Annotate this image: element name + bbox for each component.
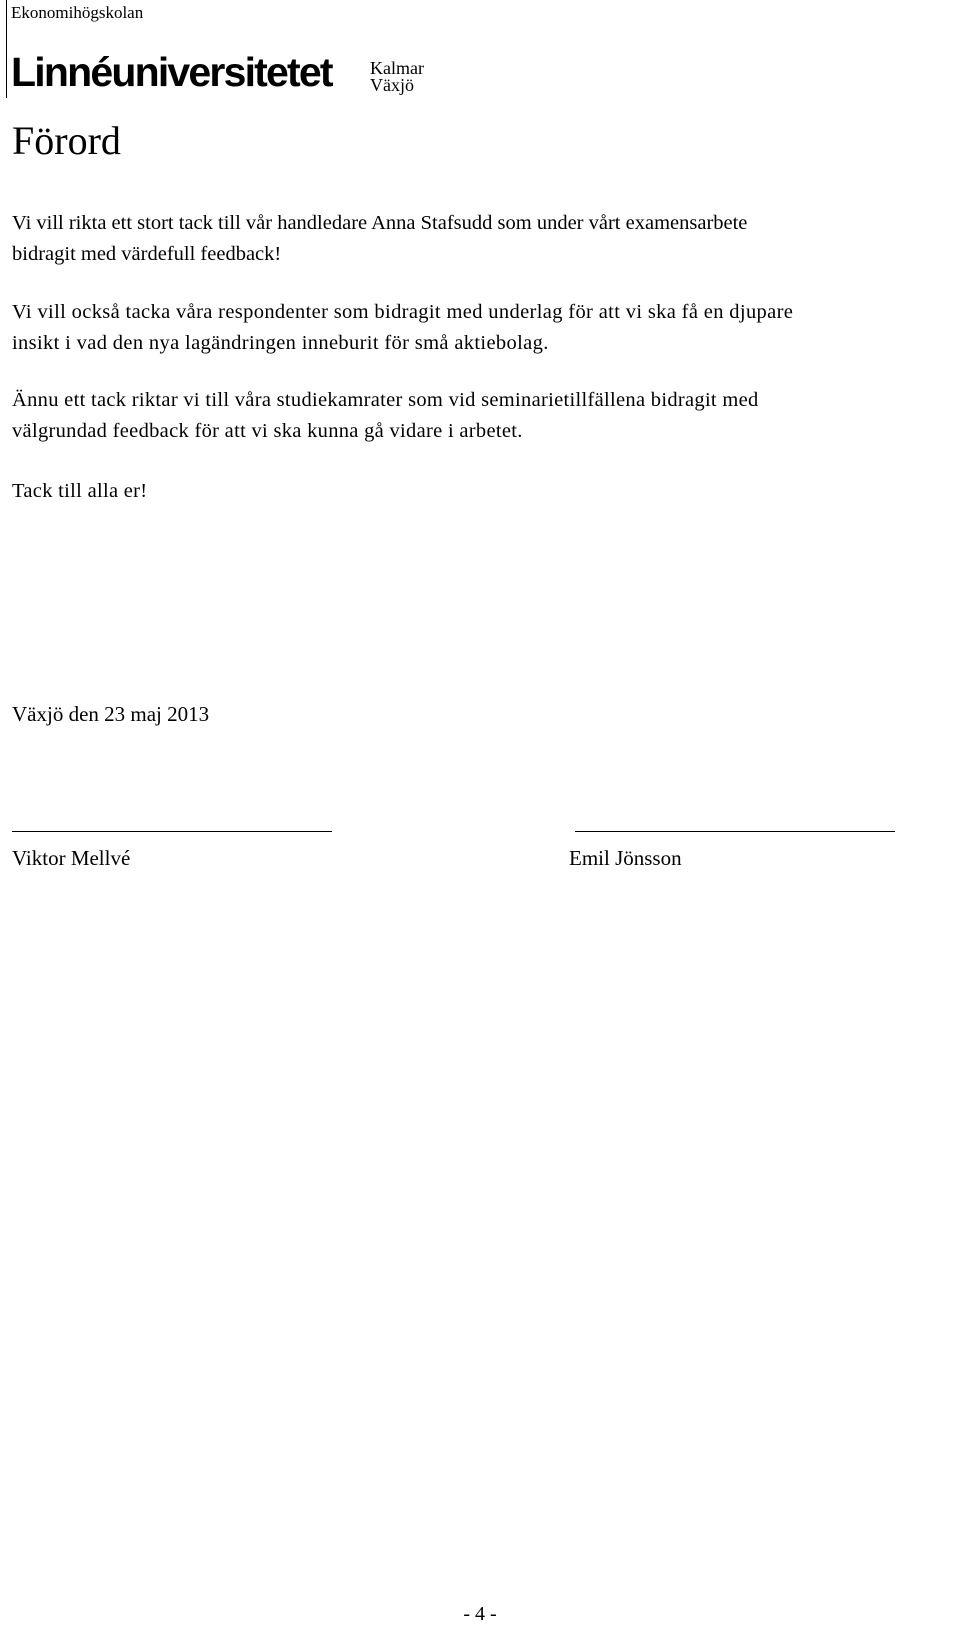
page-title: Förord [12,118,121,163]
paragraph-line: Vi vill också tacka våra respondenter som bidragit med underlag för att vi ska få en djupare [12,301,794,323]
paragraph-supervisor-thanks [12,208,747,270]
university-logo-text: Linnéuniversitetet [11,49,332,95]
paragraph-line: välgrundad feedback för att vi ska kunna gå vidare i arbetet. [12,420,523,442]
page-number: - 4 - [463,1603,497,1625]
paragraph-closing-thanks [12,476,147,507]
signature-line-right [575,831,895,832]
paragraph-line: bidragit med värdefull feedback! [12,243,282,265]
logo-city-kalmar: Kalmar [370,58,424,78]
department-name: Ekonomihögskolan [11,3,144,22]
signature-line-left [12,831,332,832]
document-header [6,0,447,98]
paragraph-line: Ännu ett tack riktar vi till våra studiekamrater som vid seminarietillfällena bidragit med [12,389,759,411]
paragraph-respondents-thanks [12,297,793,359]
signature-name-right: Emil Jönsson [569,846,682,870]
signature-name-left: Viktor Mellvé [12,846,131,870]
logo-city-vaxjo: Växjö [370,75,414,95]
paragraph-classmates-thanks [12,385,759,447]
place-and-date: Växjö den 23 maj 2013 [12,702,210,726]
paragraph-line: insikt i vad den nya lagändringen inneburit för små aktiebolag. [12,332,549,354]
university-logo-cities [370,60,424,94]
paragraph-line: Vi vill rikta ett stort tack till vår handledare Anna Stafsudd som under vårt examensarbete [12,212,748,234]
paragraph-line: Tack till alla er! [12,480,148,502]
